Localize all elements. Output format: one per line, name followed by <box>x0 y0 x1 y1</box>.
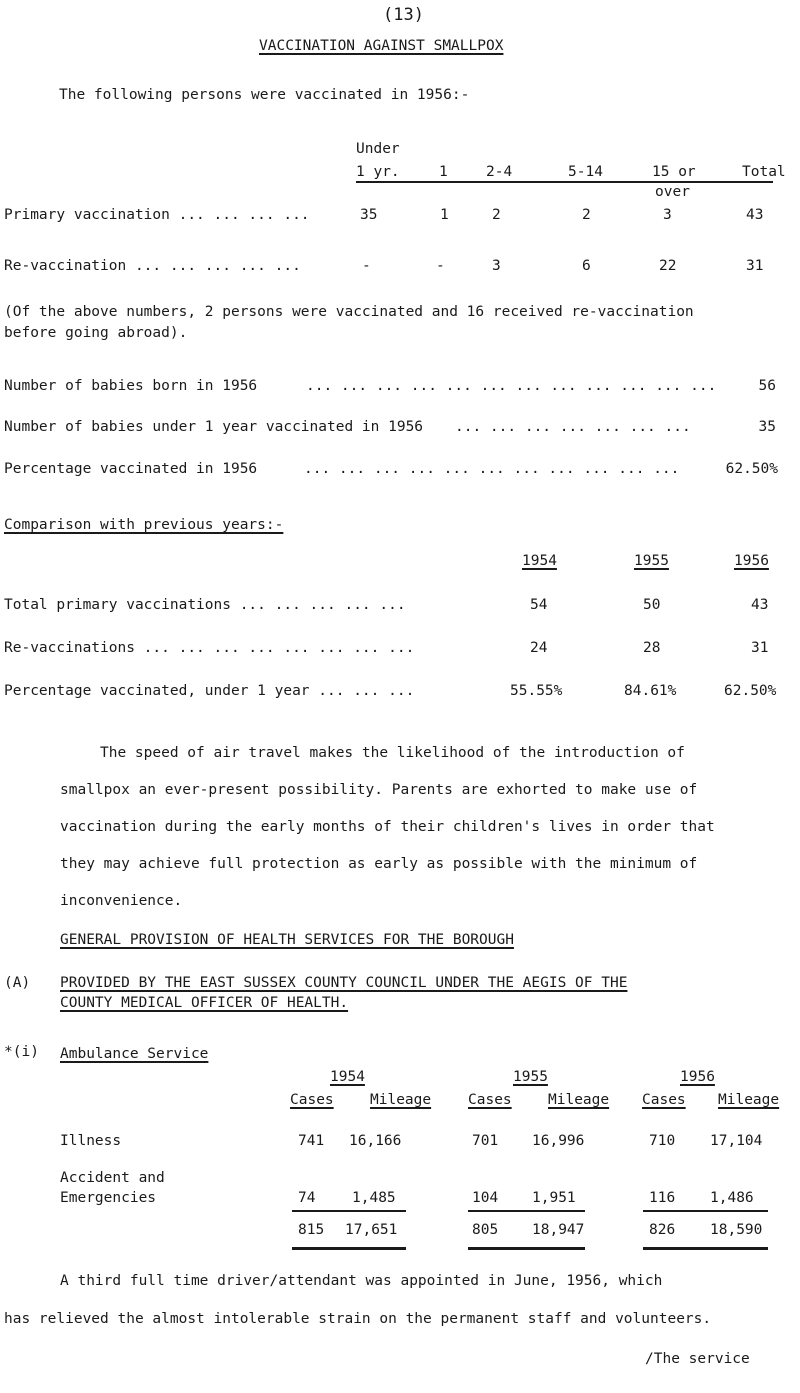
stat-dots: ... ... ... ... ... ... ... ... ... ... ... <box>304 461 680 477</box>
cell: 3 <box>492 258 501 274</box>
general-sub-line2: COUNTY MEDICAL OFFICER OF HEALTH. <box>60 995 349 1011</box>
ambulance-row-illness: Illness <box>60 1133 122 1149</box>
stat-babies-vaccinated-label: Number of babies under 1 year vaccinated in 1956 <box>4 419 424 435</box>
stat-babies-born-value: 56 <box>758 378 776 394</box>
cell: 1 <box>440 207 449 223</box>
subtotal-rule <box>468 1210 585 1212</box>
cell: 2 <box>582 207 591 223</box>
general-sub-prefix: (A) <box>4 975 31 991</box>
cell: 50 <box>643 597 661 613</box>
cell: 74 <box>298 1190 316 1206</box>
continued-catchword: /The service <box>645 1351 750 1367</box>
cell: 31 <box>751 640 769 656</box>
row-label-revaccination: Re-vaccination ... ... ... ... ... <box>4 258 301 274</box>
cell: 2 <box>492 207 501 223</box>
cell: 28 <box>643 640 661 656</box>
ambulance-row-emergencies: Emergencies <box>60 1190 157 1206</box>
vaccination-heading: VACCINATION AGAINST SMALLPOX <box>259 38 504 54</box>
cell: 62.50% <box>724 683 777 699</box>
col-mileage: Mileage <box>370 1092 432 1108</box>
page-number: (13) <box>383 5 424 25</box>
cell: 22 <box>659 258 677 274</box>
vaccination-note-2: before going abroad). <box>4 325 188 341</box>
vaccination-note-1: (Of the above numbers, 2 persons were vaccinated and 16 received re-vaccination <box>4 304 694 320</box>
subtotal-rule <box>643 1210 768 1212</box>
total-cell: 17,651 <box>345 1222 398 1238</box>
cell: 84.61% <box>624 683 677 699</box>
cell: 54 <box>530 597 548 613</box>
cell: 710 <box>649 1133 676 1149</box>
cell: 6 <box>582 258 591 274</box>
ambulance-year-1955: 1955 <box>513 1069 548 1085</box>
cell: 1,486 <box>710 1190 754 1206</box>
comparison-year-1954: 1954 <box>522 553 557 569</box>
total-cell: 805 <box>472 1222 499 1238</box>
col-header-15-or: 15 or <box>652 164 696 180</box>
cell: 1,485 <box>352 1190 396 1206</box>
general-sub-line1: PROVIDED BY THE EAST SUSSEX COUNTY COUNCIL UNDER THE AEGIS OF THE <box>60 975 628 991</box>
general-heading: GENERAL PROVISION OF HEALTH SERVICES FOR THE BOROUGH <box>60 932 514 948</box>
vaccination-intro: The following persons were vaccinated in 1956:- <box>59 87 470 103</box>
ambulance-year-1954: 1954 <box>330 1069 365 1085</box>
ambulance-closing-1: A third full time driver/attendant was appointed in June, 1956, which <box>60 1273 663 1289</box>
col-header-over: over <box>655 184 690 200</box>
cell: 3 <box>663 207 672 223</box>
cell: - <box>436 258 445 274</box>
col-mileage: Mileage <box>718 1092 780 1108</box>
col-header-2-4: 2-4 <box>486 164 513 180</box>
comparison-row-label: Percentage vaccinated, under 1 year ... ... ... <box>4 683 415 699</box>
row-label-primary: Primary vaccination ... ... ... ... <box>4 207 310 223</box>
smallpox-paragraph: The speed of air travel makes the likelihood of the introduction of smallpox an ever-present possibility. Parents are exhorted to make use of vaccination during the early months of their children's lives in order that they may achieve full protection as early as possible with the minimum of inconvenience. <box>60 745 715 909</box>
col-cases: Cases <box>290 1092 334 1108</box>
stat-percentage-label: Percentage vaccinated in 1956 <box>4 461 258 477</box>
col-header-under: Under <box>356 141 400 157</box>
cell: 16,996 <box>532 1133 585 1149</box>
cell: 43 <box>751 597 769 613</box>
total-cell: 826 <box>649 1222 676 1238</box>
cell: 104 <box>472 1190 499 1206</box>
cell: 24 <box>530 640 548 656</box>
comparison-heading: Comparison with previous years:- <box>4 517 284 533</box>
comparison-year-1956: 1956 <box>734 553 769 569</box>
cell: 1,951 <box>532 1190 576 1206</box>
stat-babies-vaccinated-value: 35 <box>758 419 776 435</box>
col-header-1: 1 <box>439 164 448 180</box>
stat-dots: ... ... ... ... ... ... ... ... ... ... ... ... <box>306 378 717 394</box>
col-cases: Cases <box>468 1092 512 1108</box>
total-cell: 18,947 <box>532 1222 585 1238</box>
col-header-1yr: 1 yr. <box>356 164 400 180</box>
cell: 31 <box>746 258 764 274</box>
cell: - <box>362 258 371 274</box>
col-header-total: Total <box>742 164 786 180</box>
cell: 55.55% <box>510 683 563 699</box>
header-rule <box>356 181 773 183</box>
stat-dots: ... ... ... ... ... ... ... <box>455 419 691 435</box>
cell: 16,166 <box>349 1133 402 1149</box>
comparison-row-label: Re-vaccinations ... ... ... ... ... ... ... ... <box>4 640 415 656</box>
ambulance-year-1956: 1956 <box>680 1069 715 1085</box>
stat-percentage-value: 62.50% <box>725 461 778 477</box>
total-rule <box>643 1247 768 1250</box>
ambulance-prefix: *(i) <box>4 1044 39 1060</box>
cell: 701 <box>472 1133 499 1149</box>
col-header-5-14: 5-14 <box>568 164 603 180</box>
cell: 741 <box>298 1133 325 1149</box>
comparison-row-label: Total primary vaccinations ... ... ... ... ... <box>4 597 406 613</box>
col-mileage: Mileage <box>548 1092 610 1108</box>
total-rule <box>468 1247 585 1250</box>
ambulance-closing-2: has relieved the almost intolerable strain on the permanent staff and volunteers. <box>4 1311 712 1327</box>
subtotal-rule <box>292 1210 406 1212</box>
total-cell: 18,590 <box>710 1222 763 1238</box>
cell: 17,104 <box>710 1133 763 1149</box>
cell: 35 <box>360 207 378 223</box>
total-cell: 815 <box>298 1222 325 1238</box>
total-rule <box>292 1247 406 1250</box>
stat-babies-born-label: Number of babies born in 1956 <box>4 378 258 394</box>
cell: 116 <box>649 1190 676 1206</box>
ambulance-heading: Ambulance Service <box>60 1046 209 1062</box>
cell: 43 <box>746 207 764 223</box>
ambulance-row-accident: Accident and <box>60 1170 165 1186</box>
comparison-year-1955: 1955 <box>634 553 669 569</box>
col-cases: Cases <box>642 1092 686 1108</box>
